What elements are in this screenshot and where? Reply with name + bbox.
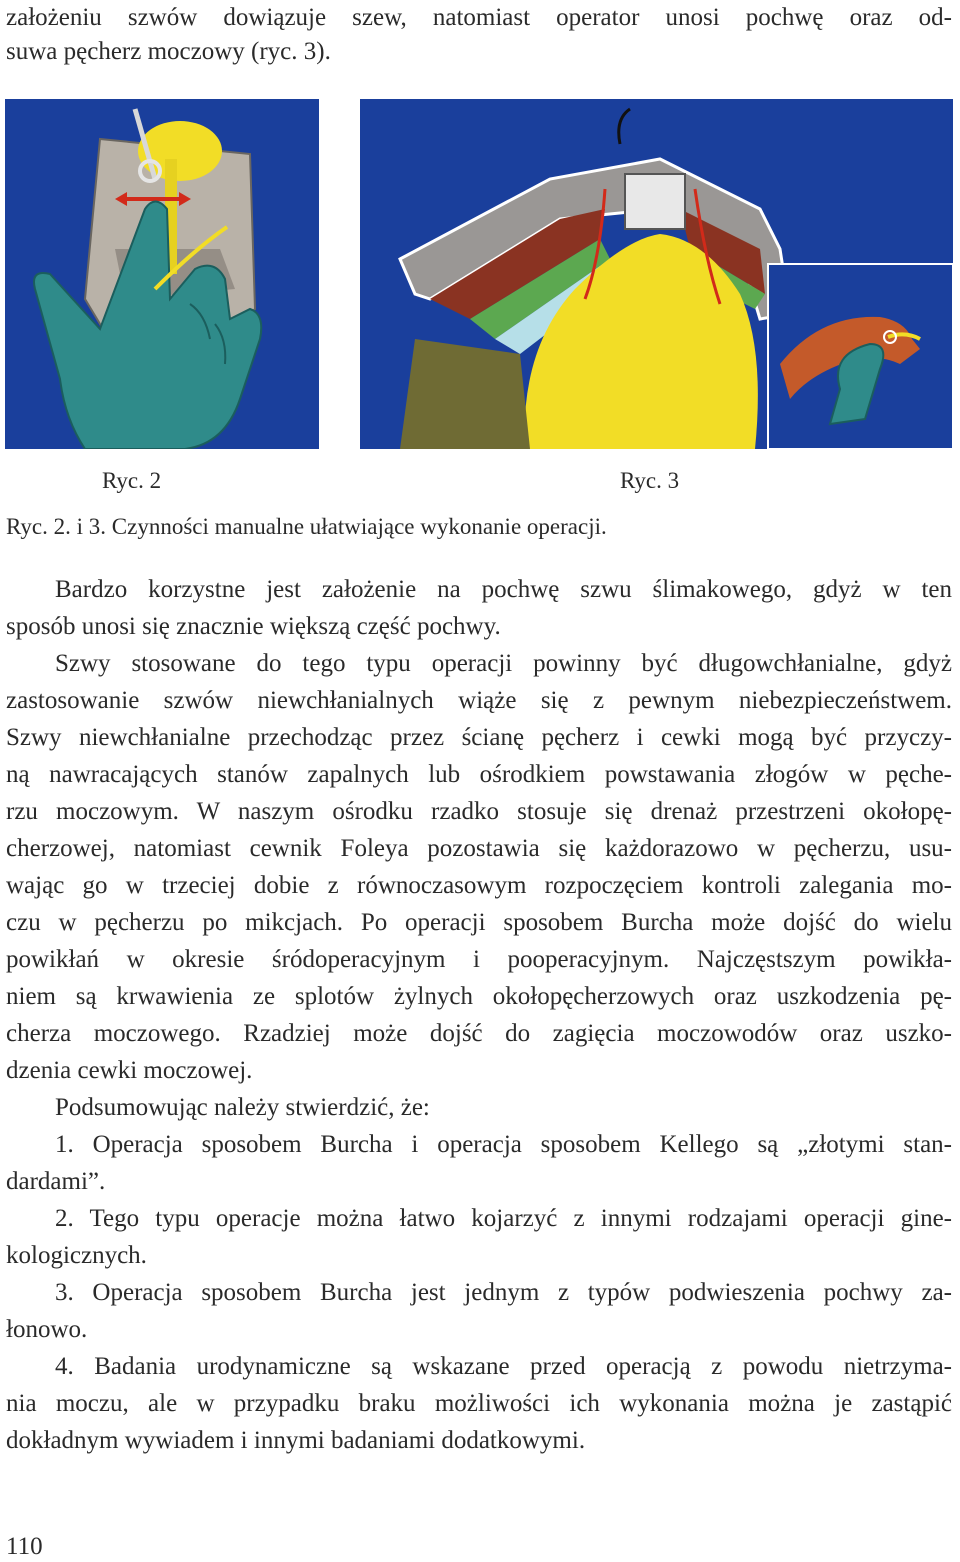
figure-2-illustration bbox=[5, 99, 319, 449]
list-item-1-line-2: dardami”. bbox=[6, 1168, 106, 1195]
body-line-12: niem są krwawienia ze splotów żylnych okołopęcherzowych oraz uszkodzenia pę- bbox=[6, 983, 952, 1010]
figure-2-label: Ryc. 2 bbox=[102, 468, 162, 493]
body-line-9: wając go w trzeciej dobie z równoczasowym rozpoczęciem kontroli zalegania mo- bbox=[6, 872, 952, 899]
list-item-4-line-2: nia moczu, ale w przypadku braku możliwości ich wykonania można je zastąpić bbox=[6, 1390, 952, 1417]
body-line-8: cherzowej, natomiast cewnik Foleya pozostawia się każdorazowo w pęcherzu, usu- bbox=[6, 835, 952, 862]
list-item-3-line-1: 3. Operacja sposobem Burcha jest jednym z typów podwieszenia pochwy za- bbox=[55, 1279, 952, 1306]
body-line-6: ną nawracających stanów zapalnych lub ośrodkiem powstawania złogów w pęche- bbox=[6, 761, 952, 788]
body-line-15: Podsumowując należy stwierdzić, że: bbox=[55, 1094, 430, 1121]
figure-3-label: Ryc. 3 bbox=[620, 468, 680, 493]
list-item-2-line-1: 2. Tego typu operacje można łatwo kojarzyć z innymi rodzajami operacji gine- bbox=[55, 1205, 952, 1232]
figure-3-illustration bbox=[360, 99, 953, 449]
body-line-7: rzu moczowym. W naszym ośrodku rzadko stosuje się drenaż przestrzeni okołopę- bbox=[6, 798, 952, 825]
list-item-2-line-2: kologicznych. bbox=[6, 1242, 147, 1269]
intro-line-2: suwa pęcherz moczowy (ryc. 3). bbox=[6, 38, 331, 65]
intro-line-1: założeniu szwów dowiązuje szew, natomiast operator unosi pochwę oraz od- bbox=[6, 4, 952, 31]
body-line-4: zastosowanie szwów niewchłanialnych wiąże się z pewnym niebezpieczeństwem. bbox=[6, 687, 952, 714]
body-line-14: dzenia cewki moczowej. bbox=[6, 1057, 253, 1084]
list-item-4-line-1: 4. Badania urodynamiczne są wskazane przed operacją z powodu nietrzyma- bbox=[55, 1353, 952, 1380]
body-line-2: sposób unosi się znacznie większą część pochwy. bbox=[6, 613, 501, 640]
list-item-1-line-1: 1. Operacja sposobem Burcha i operacja sposobem Kellego są „złotymi stan- bbox=[55, 1131, 952, 1158]
figure-caption: Ryc. 2. i 3. Czynności manualne ułatwiające wykonanie operacji. bbox=[6, 514, 607, 539]
body-line-10: czu w pęcherzu po mikcjach. Po operacji sposobem Burcha może dojść do wielu bbox=[6, 909, 952, 936]
body-line-5: Szwy niewchłanialne przechodząc przez ścianę pęcherz i cewki mogą być przyczy- bbox=[6, 724, 952, 751]
list-item-4-line-3: dokładnym wywiadem i innymi badaniami dodatkowymi. bbox=[6, 1427, 586, 1454]
body-line-3: Szwy stosowane do tego typu operacji powinny być długowchłanialne, gdyż bbox=[55, 650, 952, 677]
body-line-13: cherza moczowego. Rzadziej może dojść do zagięcia moczowodów oraz uszko- bbox=[6, 1020, 952, 1047]
list-item-3-line-2: łonowo. bbox=[6, 1316, 88, 1343]
body-line-1: Bardzo korzystne jest założenie na pochwę szwu ślimakowego, gdyż w ten bbox=[55, 576, 952, 603]
body-line-11: powikłań w okresie śródoperacyjnym i pooperacyjnym. Najczęstszym powikła- bbox=[6, 946, 952, 973]
page-number: 110 bbox=[6, 1533, 43, 1560]
